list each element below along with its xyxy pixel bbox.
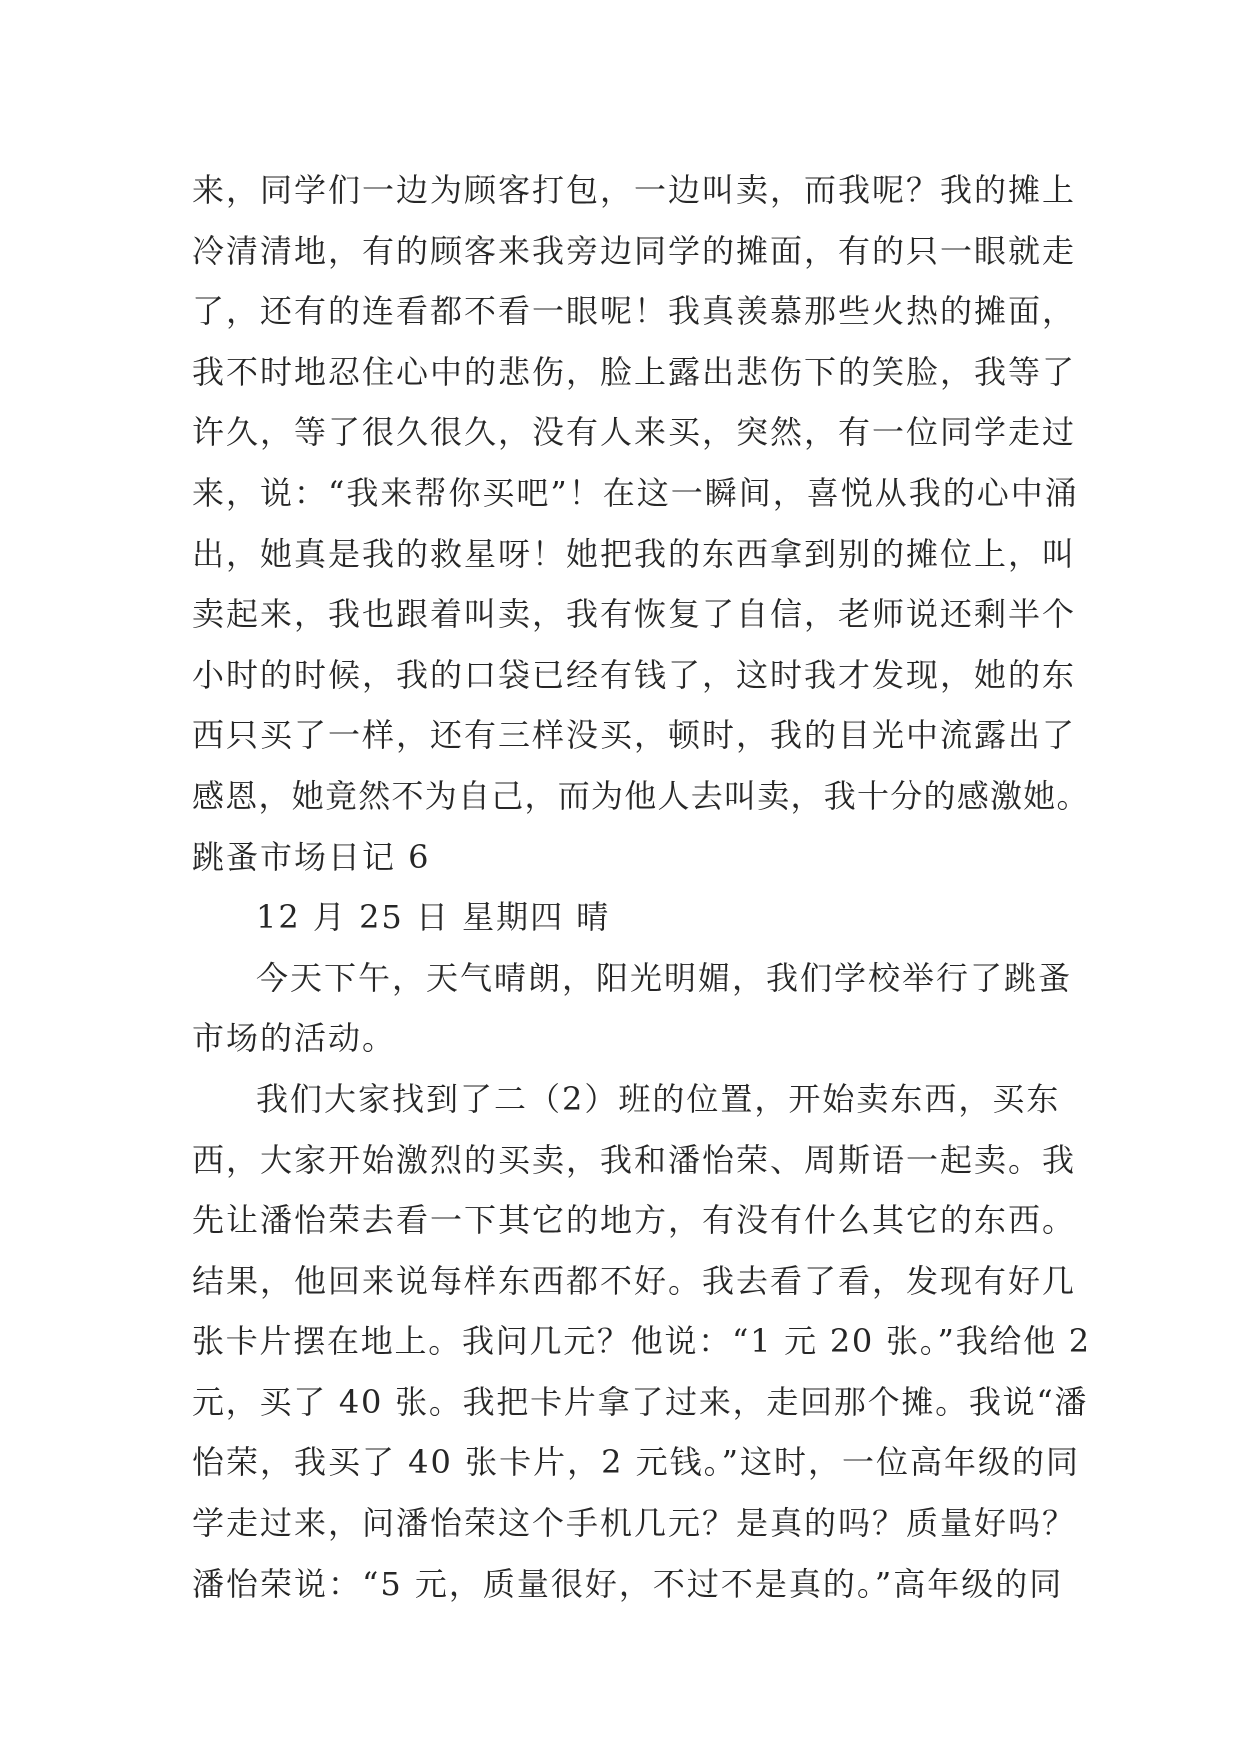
text-line: 张卡片摆在地上。我问几元？他说：“1 元 20 张。”我给他 2 bbox=[192, 1322, 1091, 1361]
text-line: 我不时地忍住心中的悲伤，脸上露出悲伤下的笑脸，我等了 bbox=[192, 352, 1077, 391]
text-line: 跳蚤市场日记 6 bbox=[192, 837, 431, 876]
text-line: 今天下午，天气晴朗，阳光明媚，我们学校举行了跳蚤 bbox=[256, 958, 1073, 997]
text-line: 了，还有的连看都不看一眼呢！我真羡慕那些火热的摊面， bbox=[192, 292, 1077, 331]
text-line: 市场的活动。 bbox=[192, 1019, 397, 1058]
text-line: 感恩，她竟然不为自己，而为他人去叫卖，我十分的感激她。 bbox=[192, 776, 1090, 815]
text-line: 学走过来，问潘怡荣这个手机几元？是真的吗？质量好吗？ bbox=[192, 1504, 1077, 1543]
text-line: 卖起来，我也跟着叫卖，我有恢复了自信，老师说还剩半个 bbox=[192, 595, 1077, 634]
text-line: 来，同学们一边为顾客打包，一边叫卖，而我呢？我的摊上 bbox=[192, 171, 1077, 209]
text-line: 我们大家找到了二（2）班的位置，开始卖东西，买东 bbox=[256, 1079, 1061, 1118]
text-line: 结果，他回来说每样东西都不好。我去看了看，发现有好几 bbox=[192, 1261, 1077, 1300]
text-line: 元，买了 40 张。我把卡片拿了过来，走回那个摊。我说“潘 bbox=[192, 1382, 1089, 1421]
text-line: 来，说：“我来帮你买吧”！在这一瞬间，喜悦从我的心中涌 bbox=[192, 473, 1079, 512]
text-line: 冷清清地，有的顾客来我旁边同学的摊面，有的只一眼就走 bbox=[192, 231, 1077, 270]
text-line: 小时的时候，我的口袋已经有钱了，这时我才发现，她的东 bbox=[192, 655, 1077, 694]
document-body bbox=[192, 160, 1092, 1614]
text-line: 西只买了一样，还有三样没买，顿时，我的目光中流露出了 bbox=[192, 716, 1077, 755]
text-line: 先让潘怡荣去看一下其它的地方，有没有什么其它的东西。 bbox=[192, 1201, 1077, 1240]
text-line: 许久，等了很久很久，没有人来买，突然，有一位同学走过 bbox=[192, 413, 1077, 452]
text-line: 西，大家开始激烈的买卖，我和潘怡荣、周斯语一起卖。我 bbox=[192, 1140, 1077, 1179]
text-line: 出，她真是我的救星呀！她把我的东西拿到别的摊位上，叫 bbox=[192, 534, 1077, 573]
text-line: 12 月 25 日 星期四 晴 bbox=[256, 898, 611, 937]
text-line: 怡荣，我买了 40 张卡片，2 元钱。”这时，一位高年级的同 bbox=[192, 1443, 1080, 1482]
text-line: 潘怡荣说：“5 元，质量很好，不过不是真的。”高年级的同 bbox=[192, 1564, 1064, 1603]
